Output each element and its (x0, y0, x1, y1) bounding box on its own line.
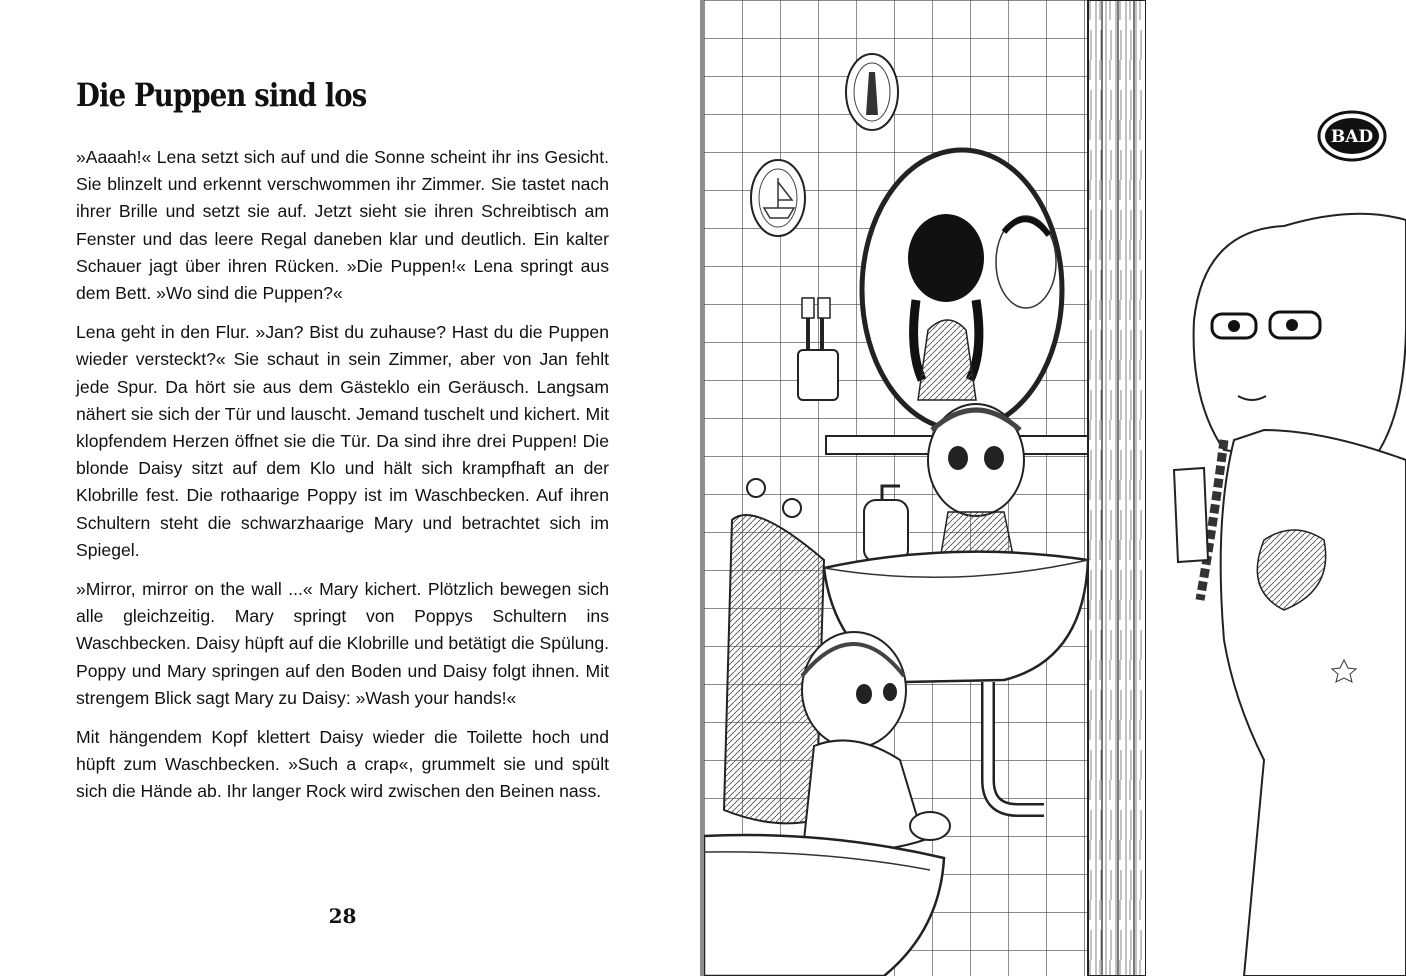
wall-plate-lighthouse (846, 54, 898, 130)
illustration-page (704, 0, 1406, 976)
door-frame (1088, 0, 1146, 976)
paragraph: »Aaaah!« Lena setzt sich auf und die Sonne scheint ihr ins Gesicht. Sie blinzelt und erkennt verschwommen ihr Zimmer. Sie tastet nach ihrer Brille und setzt sie auf. Jetzt sieht sie ihren Schreibtisch am Fenster und das leere Regal daneben klar und deutlich. Ein kalter Schauer jagt über ihren Rücken. »Die Puppen!« Lena springt aus dem Bett. »Wo sind die Puppen?« (76, 147, 609, 304)
bathroom-illustration (704, 0, 1406, 976)
wall-plate-ship (751, 160, 805, 236)
body-text (76, 144, 609, 818)
left-page (0, 0, 700, 976)
mirror (862, 150, 1062, 430)
paragraph: Lena geht in den Flur. »Jan? Bist du zuhause? Hast du die Puppen wieder versteckt?« Sie schaut in sein Zimmer, aber von Jan fehlt jede Spur. Da hört sie aus dem Gästeklo ein Geräusch. Langsam nähert sie sich der Tür und lauscht. Jemand tuschelt und kichert. Mit klopfendem Herzen öffnet sie die Tür. Da sind ihre drei Puppen! Die blonde Daisy sitzt auf dem Klo und hält sich krampfhaft an der Klobrille fest. Die rothaarige Poppy ist im Waschbecken. Auf ihren Schultern steht die schwarzhaarige Mary und betrachtet sich im Spiegel. (76, 322, 609, 560)
paragraph: »Mirror, mirror on the wall ...« Mary kichert. Plötzlich bewegen sich alle gleichzeitig. Mary springt von Poppys Schultern ins Waschbecken. Daisy hüpft auf die Klobrille und betätigt die Spülung. Poppy und Mary springen auf den Boden und Daisy folgt ihnen. Mit strengem Blick sagt Mary zu Daisy: »Wash your hands!« (76, 579, 609, 708)
door-sign (1319, 112, 1385, 160)
door-sign-text: BAD (1330, 127, 1374, 147)
paragraph: Mit hängendem Kopf klettert Daisy wieder die Toilette hoch und hüpft zum Waschbecken. »Such a crap«, grummelt sie und spült sich die Hände ab. Ihr langer Rock wird zwischen den Beinen nass. (76, 727, 609, 802)
chapter-title: Die Puppen sind los (76, 76, 367, 114)
page-number: 28 (328, 904, 357, 928)
